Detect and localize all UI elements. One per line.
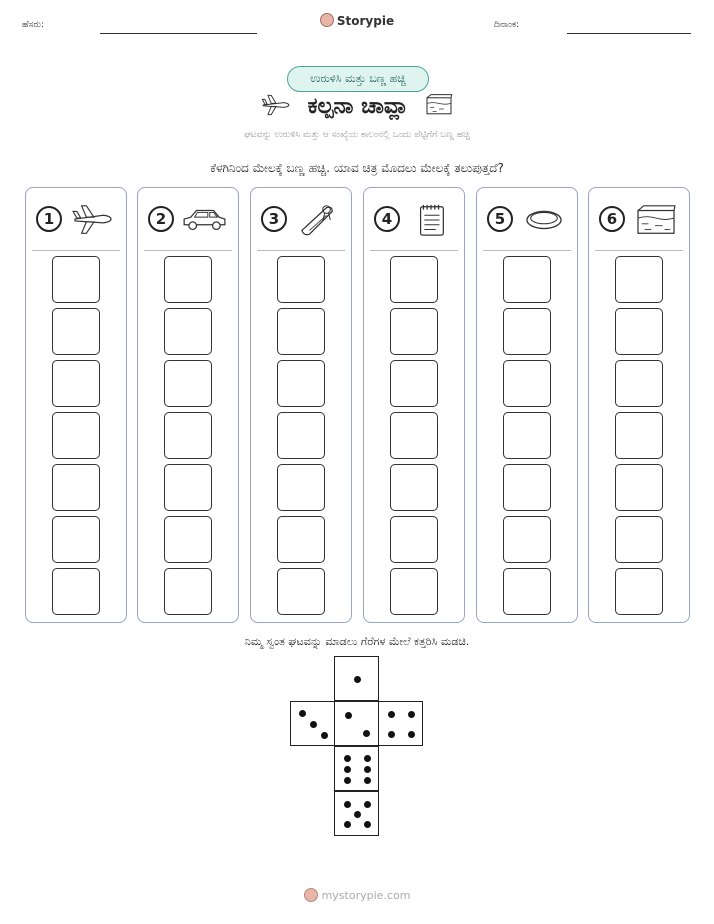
column-number: 5 <box>487 206 513 232</box>
die-pip <box>344 777 351 784</box>
color-box[interactable] <box>277 308 325 355</box>
storypie-footer-logo-icon <box>304 888 318 902</box>
die-face-4 <box>378 701 423 746</box>
column-divider <box>257 250 345 251</box>
die-pip <box>364 801 371 808</box>
die-pip <box>364 777 371 784</box>
die-face-3 <box>290 701 335 746</box>
color-box[interactable] <box>164 568 212 615</box>
color-box[interactable] <box>503 256 551 303</box>
die-instruction: ನಿಮ್ಮ ಸ್ವಂತ ಘಟವನ್ನು ಮಾಡಲು ಗೆರೆಗಳ ಮೇಲೆ ಕತ್ತರಿಸಿ ಮಡಚಿ. <box>244 635 470 648</box>
column-header <box>36 202 120 238</box>
dice-column-1 <box>25 187 127 623</box>
page-title: ಕಲ್ಪನಾ ಚಾವ್ಲಾ <box>307 94 409 119</box>
dice-column-6 <box>588 187 690 623</box>
color-box[interactable] <box>390 568 438 615</box>
die-face-2 <box>334 701 379 746</box>
color-box[interactable] <box>615 464 663 511</box>
color-box[interactable] <box>52 464 100 511</box>
color-box[interactable] <box>52 516 100 563</box>
storypie-logo-icon <box>320 13 334 27</box>
column-header <box>599 202 683 238</box>
airplane-icon <box>68 202 118 238</box>
color-box[interactable] <box>277 360 325 407</box>
color-box[interactable] <box>615 516 663 563</box>
column-number: 2 <box>148 206 174 232</box>
color-box[interactable] <box>164 256 212 303</box>
color-box[interactable] <box>615 568 663 615</box>
die-pip <box>364 821 371 828</box>
die-pip <box>344 821 351 828</box>
color-box[interactable] <box>52 308 100 355</box>
footer-url: mystorypie.com <box>321 889 411 902</box>
die-pip <box>299 710 306 717</box>
column-header <box>374 202 458 238</box>
footer <box>0 888 714 902</box>
die-pip <box>344 755 351 762</box>
die-pip <box>321 732 328 739</box>
color-box[interactable] <box>615 308 663 355</box>
color-box[interactable] <box>503 464 551 511</box>
color-box[interactable] <box>615 412 663 459</box>
die-pip <box>344 801 351 808</box>
color-box[interactable] <box>164 464 212 511</box>
column-number: 6 <box>599 206 625 232</box>
ring-icon <box>519 202 569 238</box>
color-box[interactable] <box>503 360 551 407</box>
color-box[interactable] <box>277 256 325 303</box>
color-box[interactable] <box>390 360 438 407</box>
color-box[interactable] <box>390 256 438 303</box>
color-box[interactable] <box>503 412 551 459</box>
notepad-icon <box>406 202 456 238</box>
die-pip <box>364 755 371 762</box>
die-pip <box>354 811 361 818</box>
dice-column-3 <box>250 187 352 623</box>
die-pip <box>344 766 351 773</box>
color-box[interactable] <box>615 256 663 303</box>
date-line <box>567 33 691 34</box>
dice-column-4 <box>363 187 465 623</box>
column-number: 4 <box>374 206 400 232</box>
color-box[interactable] <box>277 464 325 511</box>
die-pip <box>388 731 395 738</box>
color-box[interactable] <box>390 516 438 563</box>
column-number: 3 <box>261 206 287 232</box>
water-tank-icon <box>631 202 681 238</box>
color-box[interactable] <box>52 568 100 615</box>
color-box[interactable] <box>52 360 100 407</box>
die-pip <box>364 766 371 773</box>
water-tank-icon <box>424 93 454 117</box>
dice-column-5 <box>476 187 578 623</box>
brand-logo <box>0 13 714 28</box>
question: ಕೆಳಗಿನಿಂದ ಮೇಲಕ್ಕೆ ಬಣ್ಣ ಹಚ್ಚಿ. ಯಾವ ಚಿತ್ರ ಮೊದಲು ಮೇಲಕ್ಕೆ ತಲುಪುತ್ತದೆ? <box>210 161 504 175</box>
color-box[interactable] <box>277 568 325 615</box>
activity-pill: ಉರುಳಿಸಿ ಮತ್ತು ಬಣ್ಣ ಹಚ್ಚಿ <box>287 66 429 92</box>
die-pip <box>408 711 415 718</box>
column-number: 1 <box>36 206 62 232</box>
color-box[interactable] <box>503 308 551 355</box>
die-face-1 <box>334 656 379 701</box>
color-box[interactable] <box>52 256 100 303</box>
die-pip <box>408 731 415 738</box>
car-icon <box>180 202 230 238</box>
color-box[interactable] <box>164 516 212 563</box>
die-pip <box>388 711 395 718</box>
color-box[interactable] <box>277 412 325 459</box>
dice-column-2 <box>137 187 239 623</box>
column-divider <box>370 250 458 251</box>
column-header <box>261 202 345 238</box>
column-divider <box>144 250 232 251</box>
color-box[interactable] <box>164 308 212 355</box>
date-label: ದಿನಾಂಕ: <box>494 20 520 30</box>
die-pip <box>354 676 361 683</box>
column-header <box>487 202 571 238</box>
die-pip <box>363 730 370 737</box>
column-divider <box>595 250 683 251</box>
airplane-icon <box>260 93 292 117</box>
die-face-5 <box>334 791 379 836</box>
color-box[interactable] <box>390 308 438 355</box>
color-box[interactable] <box>52 412 100 459</box>
name-label: ಹೆಸರು: <box>22 20 45 30</box>
color-box[interactable] <box>503 568 551 615</box>
color-box[interactable] <box>615 360 663 407</box>
color-box[interactable] <box>390 464 438 511</box>
column-divider <box>32 250 120 251</box>
column-divider <box>483 250 571 251</box>
title-row <box>0 93 714 119</box>
color-box[interactable] <box>164 412 212 459</box>
die-pip <box>345 712 352 719</box>
color-box[interactable] <box>277 516 325 563</box>
color-box[interactable] <box>390 412 438 459</box>
color-box[interactable] <box>503 516 551 563</box>
diploma-scroll-icon <box>293 202 343 238</box>
column-header <box>148 202 232 238</box>
die-face-6 <box>334 746 379 791</box>
color-box[interactable] <box>164 360 212 407</box>
name-line <box>100 33 257 34</box>
subtitle: ಘಟವನ್ನು ಉರುಳಿಸಿ ಮತ್ತು ಆ ಸಂಖ್ಯೆಯ ಕಾಲಂನಲ್ಲಿ ಒಂದು ಪೆಟ್ಟಿಗೆಗೆ ಬಣ್ಣ ಹಚ್ಚಿ <box>244 130 470 140</box>
brand-name: Storypie <box>336 14 395 28</box>
die-pip <box>310 721 317 728</box>
